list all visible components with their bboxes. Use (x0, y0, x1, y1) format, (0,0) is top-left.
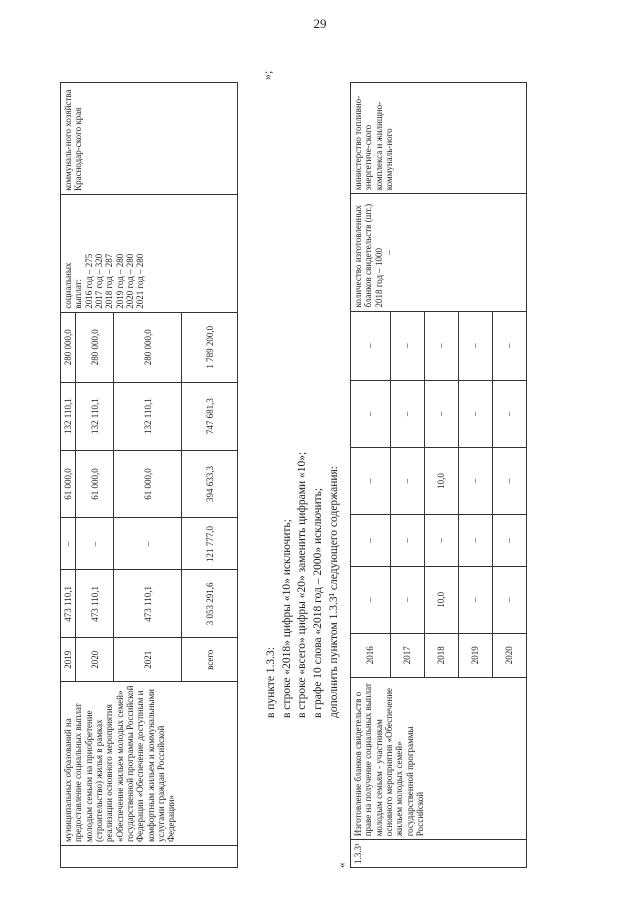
local-cell: 747 681,3 (182, 382, 238, 450)
program-table-continuation (60, 82, 238, 868)
indicator-cell: количество изготовленных бланков свидетельств (шт.) 2018 год – 1000 – (351, 194, 527, 311)
fed-cell: – (391, 515, 425, 566)
other-cell: – (425, 311, 459, 380)
year-cell: 2018 (425, 633, 459, 677)
total-cell: 3 053 291,6 (182, 570, 238, 638)
local-cell: 132 110,1 (61, 382, 76, 450)
year-cell: 2021 (114, 638, 182, 682)
total-cell: – (459, 566, 493, 633)
amendment-paragraph (264, 198, 342, 718)
page-number: 29 (313, 16, 327, 31)
fed-cell: – (114, 518, 182, 570)
year-cell: 2016 (351, 633, 391, 677)
other-cell: – (391, 311, 425, 380)
krai-cell: 61 000,0 (76, 450, 114, 518)
other-cell: – (351, 311, 391, 380)
krai-cell: – (391, 447, 425, 514)
fed-cell: – (61, 518, 76, 570)
executor-cell: коммуналь-ного хозяйства Краснодар-ского края (61, 83, 238, 195)
krai-cell: – (459, 447, 493, 514)
total-cell: 473 110,1 (61, 570, 76, 638)
fed-cell: – (76, 518, 114, 570)
krai-cell: 61 000,0 (114, 450, 182, 518)
opening-quote: « (336, 862, 348, 868)
local-cell: – (425, 380, 459, 447)
closing-quote: »; (260, 70, 274, 80)
table-row (61, 83, 76, 868)
paragraph-line: в пункте 1.3.3: (265, 647, 277, 718)
num-cell: 1.3.3¹ (351, 840, 527, 868)
program-table-new-item (350, 82, 527, 868)
fed-cell: – (351, 515, 391, 566)
total-cell: – (351, 566, 391, 633)
description-cell: Изготовление бланков свидетельств о праве на получение социальных выплат молодым семьям - участникам основного мероприятия «Обеспечение жильем молодых семей» государственной программы Российской (351, 677, 527, 840)
other-cell: 1 789 200,0 (182, 312, 238, 382)
paragraph-line: дополнить пунктом 1.3.3¹ следующего содержания: (327, 466, 340, 718)
total-cell: 473 110,1 (76, 570, 114, 638)
other-cell: 280 000,0 (114, 312, 182, 382)
year-cell: всего (182, 638, 238, 682)
fed-cell: – (459, 515, 493, 566)
krai-cell: 394 633,3 (182, 450, 238, 518)
year-cell: 2020 (493, 633, 527, 677)
local-cell: 132 110,1 (76, 382, 114, 450)
local-cell: – (391, 380, 425, 447)
local-cell: – (459, 380, 493, 447)
num-cell (61, 846, 238, 868)
other-cell: 280 000,0 (61, 312, 76, 382)
paragraph-line: в строке «всего» цифры «20» заменить цифрами «10»; (296, 451, 309, 718)
rotated-page-content (60, 48, 580, 868)
executor-cell: министерство топливно-энергетиче-ского комплекса и жилищно-коммуналь-ного (351, 83, 527, 194)
year-cell: 2020 (76, 638, 114, 682)
other-cell: 280 000,0 (76, 312, 114, 382)
total-cell: – (391, 566, 425, 633)
paragraph-line: в графе 10 слова «2018 год – 2000» исключить; (311, 487, 324, 718)
year-cell: 2019 (61, 638, 76, 682)
fed-cell: – (425, 515, 459, 566)
krai-cell: – (351, 447, 391, 514)
local-cell: – (493, 380, 527, 447)
local-cell: – (351, 380, 391, 447)
year-cell: 2019 (459, 633, 493, 677)
year-cell: 2017 (391, 633, 425, 677)
fed-cell: 121 777,0 (182, 518, 238, 570)
other-cell: – (493, 311, 527, 380)
paragraph-line: в строке «2018» цифры «10» исключить; (280, 519, 293, 718)
krai-cell: – (493, 447, 527, 514)
total-cell: – (493, 566, 527, 633)
krai-cell: 61 000,0 (61, 450, 76, 518)
local-cell: 132 110,1 (114, 382, 182, 450)
total-cell: 10,0 (425, 566, 459, 633)
total-cell: 473 110,1 (114, 570, 182, 638)
other-cell: – (459, 311, 493, 380)
fed-cell: – (493, 515, 527, 566)
description-cell: муниципальных образований на предоставление социальных выплат молодым семьям на приобретение (строительство) жилья в рамках реализации основного мероприятия «Обеспечение жильем молодых семей» государственной программы Российской Федерации «Обеспечение доступным и комфортным жильем и коммунальными услугами граждан Российской Федерации» (61, 682, 238, 846)
indicator-cell: социальных выплат: 2016 год – 275 2017 год – 320 2018 год – 287 2019 год – 280 2020 год – 280 2021 год – 280 (61, 194, 238, 312)
table-row (351, 83, 391, 868)
krai-cell: 10,0 (425, 447, 459, 514)
